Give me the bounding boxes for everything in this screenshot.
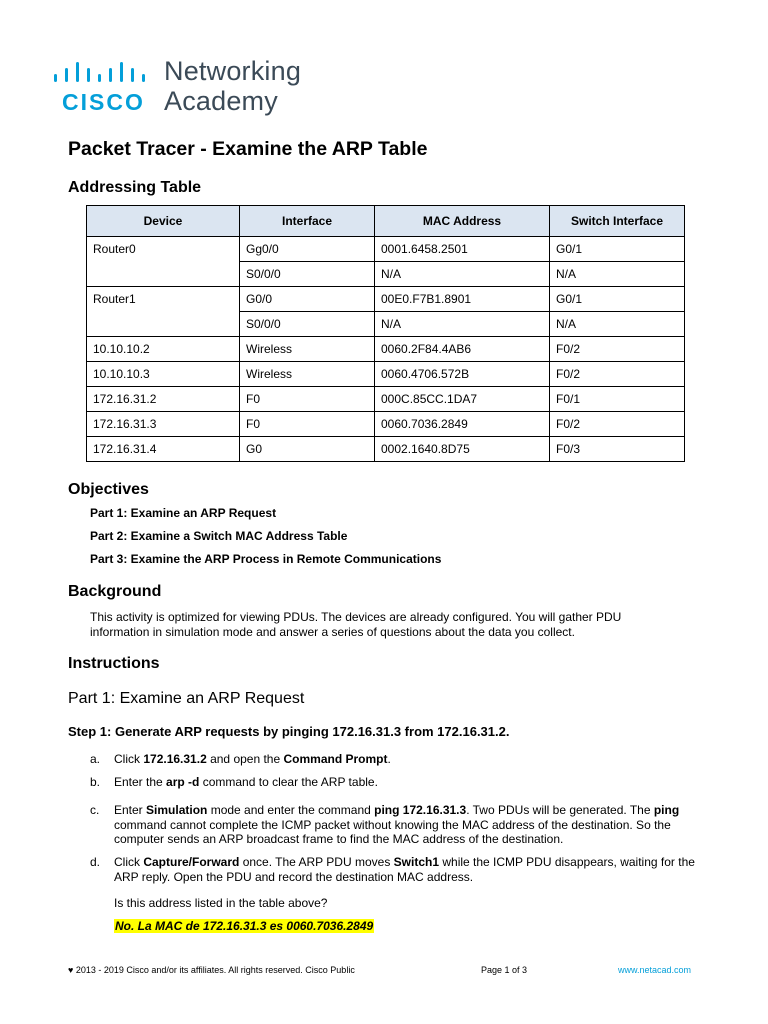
table-row xyxy=(87,262,685,287)
item-text xyxy=(114,775,704,790)
interface-cell: Wireless xyxy=(240,362,375,387)
bold-text-segment: Capture/Forward xyxy=(143,855,240,869)
cisco-bars-icon xyxy=(52,60,152,90)
step1-heading: Step 1: Generate ARP requests by pinging 172.16.31.3 from 172.16.31.2. xyxy=(68,724,510,739)
logo-brand-text: CISCO xyxy=(62,89,145,115)
background-text: This activity is optimized for viewing PDUs. The devices are already configured. You will gather PDU information in simulation mode and answer a series of questions about the data you collect. xyxy=(90,610,622,639)
objective-item: Part 2: Examine a Switch MAC Address Table xyxy=(90,529,348,543)
mac-cell: 0002.1640.8D75 xyxy=(375,437,550,462)
text-segment: Enter xyxy=(114,803,147,817)
logo-academy-text: Academy xyxy=(164,86,278,116)
objective-item: Part 1: Examine an ARP Request xyxy=(90,506,277,520)
bold-text-segment: 172.16.31.2 xyxy=(143,752,207,766)
mac-cell: 00E0.F7B1.8901 xyxy=(375,287,550,312)
mac-cell: 0060.2F84.4AB6 xyxy=(375,337,550,362)
column-header: Switch Interface xyxy=(550,206,685,237)
cisco-networking-academy-logo xyxy=(52,56,312,118)
device-cell: 172.16.31.3 xyxy=(87,412,240,437)
text-segment: command cannot complete the ICMP packet without knowing the MAC address of the destination. So the computer sends an ARP broadcast frame to find the MAC address of the destination. xyxy=(114,817,671,846)
switch-interface-cell: F0/1 xyxy=(550,387,685,412)
text-segment: Click xyxy=(114,855,144,869)
text-segment: Enter the xyxy=(114,775,167,789)
device-cell: Router1 xyxy=(87,287,240,312)
item-text xyxy=(114,752,704,767)
text-segment: command to clear the ARP table. xyxy=(199,775,378,789)
interface-cell: F0 xyxy=(240,412,375,437)
device-cell: 172.16.31.4 xyxy=(87,437,240,462)
interface-cell: Wireless xyxy=(240,337,375,362)
objectives-heading: Objectives xyxy=(68,481,149,498)
bold-text-segment: Simulation xyxy=(146,803,208,817)
interface-cell: S0/0/0 xyxy=(240,262,375,287)
text-segment: once. The ARP PDU moves xyxy=(239,855,394,869)
logo-networking-text: Networking xyxy=(164,56,302,86)
switch-interface-cell: N/A xyxy=(550,262,685,287)
footer-copyright: ♥ 2013 - 2019 Cisco and/or its affiliates. All rights reserved. Cisco Public xyxy=(68,965,355,975)
switch-interface-cell: F0/2 xyxy=(550,337,685,362)
table-row xyxy=(87,362,685,387)
text-segment: Click xyxy=(114,752,144,766)
item-label: d. xyxy=(90,855,101,869)
bold-text-segment: Command Prompt xyxy=(283,752,388,766)
text-segment: mode and enter the command xyxy=(207,803,375,817)
switch-interface-cell: G0/1 xyxy=(550,287,685,312)
footer-page-number: Page 1 of 3 xyxy=(481,965,528,975)
bold-text-segment: Switch1 xyxy=(393,855,440,869)
text-segment: while the ICMP PDU disappears, waiting for the ARP reply. Open the PDU and record the destination MAC address. xyxy=(114,855,695,884)
addressing-table-heading: Addressing Table xyxy=(68,179,202,196)
item-label: c. xyxy=(90,803,100,817)
switch-interface-cell: F0/2 xyxy=(550,362,685,387)
document-title: Packet Tracer - Examine the ARP Table xyxy=(68,138,428,160)
switch-interface-cell: F0/3 xyxy=(550,437,685,462)
interface-cell: G0/0 xyxy=(240,287,375,312)
text-segment: and open the xyxy=(206,752,284,766)
mac-cell: N/A xyxy=(375,262,550,287)
device-cell: 10.10.10.3 xyxy=(87,362,240,387)
switch-interface-cell: G0/1 xyxy=(550,237,685,262)
switch-interface-cell: N/A xyxy=(550,312,685,337)
table-row xyxy=(87,437,685,462)
column-header: Interface xyxy=(240,206,375,237)
device-cell xyxy=(87,262,240,287)
addressing-table xyxy=(86,205,685,462)
answer-highlight: No. La MAC de 172.16.31.3 es 0060.7036.2849 xyxy=(115,919,374,933)
table-row xyxy=(87,337,685,362)
mac-cell: 000C.85CC.1DA7 xyxy=(375,387,550,412)
interface-cell: S0/0/0 xyxy=(240,312,375,337)
device-cell: Router0 xyxy=(87,237,240,262)
table-row xyxy=(87,387,685,412)
item-label: b. xyxy=(90,775,101,789)
objective-item: Part 3: Examine the ARP Process in Remote Communications xyxy=(90,552,442,566)
mac-cell: N/A xyxy=(375,312,550,337)
device-cell: 172.16.31.2 xyxy=(87,387,240,412)
mac-cell: 0001.6458.2501 xyxy=(375,237,550,262)
device-cell xyxy=(87,312,240,337)
device-cell: 10.10.10.2 xyxy=(87,337,240,362)
mac-cell: 0060.4706.572B xyxy=(375,362,550,387)
background-heading: Background xyxy=(68,583,162,600)
question-text: Is this address listed in the table above? xyxy=(114,896,328,910)
item-text xyxy=(114,803,704,847)
column-header: MAC Address xyxy=(375,206,550,237)
table-row xyxy=(87,287,685,312)
column-header: Device xyxy=(87,206,240,237)
footer-site-link[interactable]: www.netacad.com xyxy=(618,965,692,975)
interface-cell: Gg0/0 xyxy=(240,237,375,262)
bold-text-segment: arp -d xyxy=(166,775,200,789)
mac-cell: 0060.7036.2849 xyxy=(375,412,550,437)
table-row xyxy=(87,237,685,262)
bold-text-segment: ping 172.16.31.3 xyxy=(374,803,467,817)
bold-text-segment: ping xyxy=(653,803,680,817)
table-row xyxy=(87,312,685,337)
table-header-row xyxy=(87,206,685,237)
item-label: a. xyxy=(90,752,101,766)
table-row xyxy=(87,412,685,437)
interface-cell: G0 xyxy=(240,437,375,462)
part1-heading: Part 1: Examine an ARP Request xyxy=(68,690,305,707)
text-segment: . xyxy=(387,752,391,766)
switch-interface-cell: F0/2 xyxy=(550,412,685,437)
item-text xyxy=(114,855,704,884)
interface-cell: F0 xyxy=(240,387,375,412)
text-segment: . Two PDUs will be generated. The xyxy=(466,803,654,817)
instructions-heading: Instructions xyxy=(68,655,160,672)
